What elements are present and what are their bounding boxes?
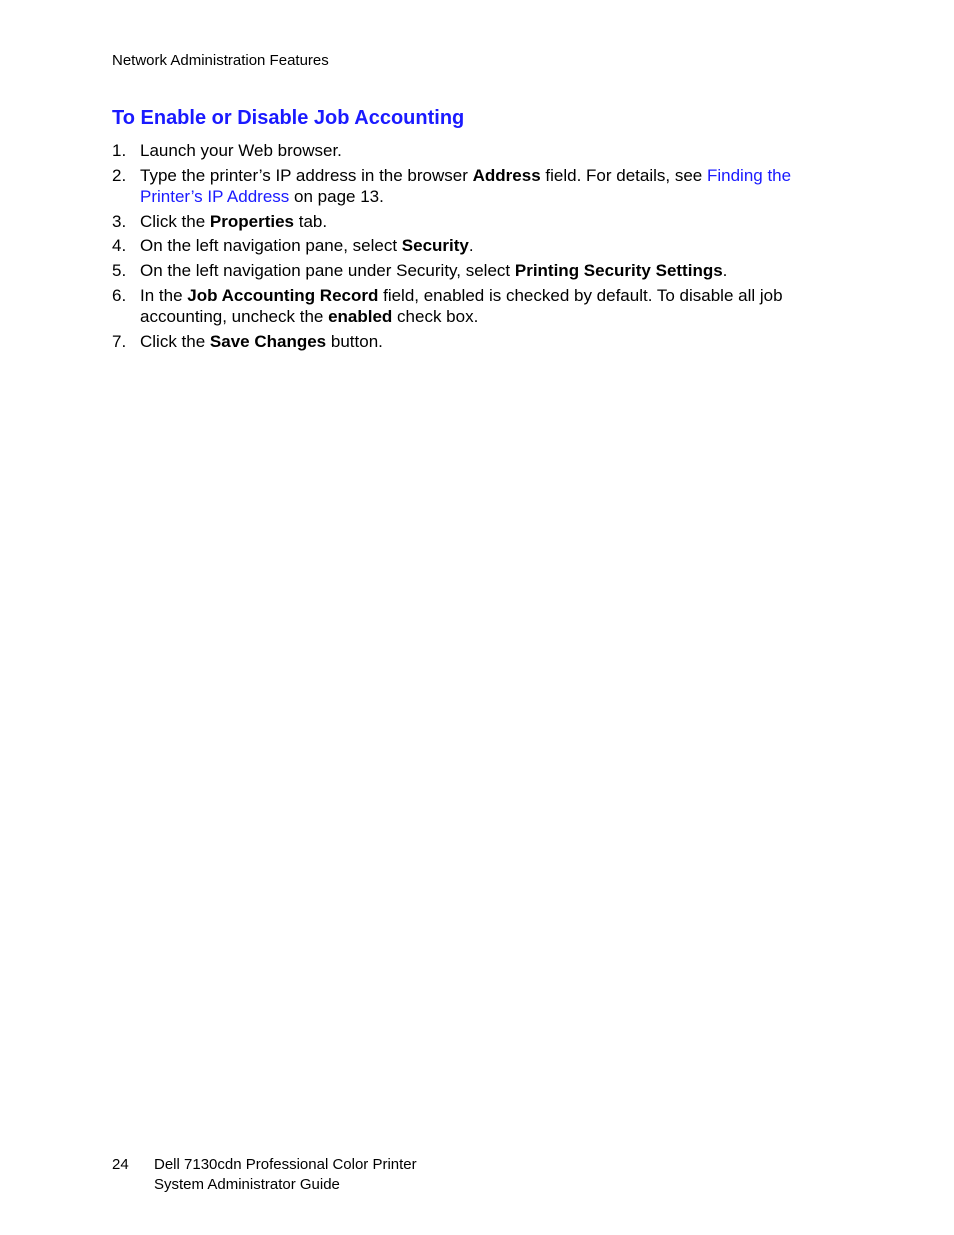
step-4 [112, 235, 812, 256]
step-text: . [722, 261, 728, 281]
step-text: button. [326, 331, 383, 351]
step-6 [112, 285, 812, 327]
footer-document-title [154, 1155, 417, 1194]
checkbox-name-enabled: enabled [328, 306, 393, 326]
step-7 [112, 331, 812, 352]
step-number: 7. [112, 331, 127, 351]
step-text: Click the [140, 211, 210, 231]
footer-line-2: System Administrator Guide [154, 1175, 340, 1193]
menu-name-printing-security-settings: Printing Security Settings [514, 261, 723, 281]
footer-line-1: Dell 7130cdn Professional Color Printer [154, 1156, 417, 1173]
tab-name-properties: Properties [209, 211, 295, 231]
step-text: On the left navigation pane under Security, select [140, 261, 515, 281]
step-text: field, enabled is checked by default. To disable all job [378, 285, 783, 305]
step-number: 1. [112, 141, 127, 160]
menu-name-security: Security [401, 236, 469, 256]
step-text: Type the printer’s IP address in the browser [140, 165, 473, 185]
button-name-save-changes: Save Changes [209, 331, 327, 351]
step-number: 5. [112, 261, 127, 281]
finding-ip-address-link[interactable]: Finding the [706, 165, 792, 185]
step-text: field. For details, see [540, 165, 707, 185]
page-number: 24 [112, 1156, 129, 1173]
step-text: . [468, 236, 474, 256]
step-text: check box. [392, 306, 479, 326]
step-number: 3. [112, 211, 127, 231]
step-2 [112, 165, 812, 207]
step-text: on page 13. [289, 186, 384, 206]
step-3 [112, 211, 812, 232]
step-text: Click the [140, 331, 210, 351]
step-5 [112, 260, 812, 281]
step-text: accounting, uncheck the [140, 306, 329, 326]
step-text: tab. [294, 211, 328, 231]
field-name-job-accounting-record: Job Accounting Record [187, 285, 379, 305]
finding-ip-address-link-continued[interactable]: Printer’s IP Address [140, 186, 290, 206]
steps-list [112, 140, 812, 356]
step-number: 2. [112, 165, 127, 185]
field-name-address: Address [472, 165, 541, 185]
step-number: 4. [112, 236, 127, 256]
step-text: Launch your Web browser. [140, 141, 342, 160]
step-number: 6. [112, 285, 127, 305]
section-title: To Enable or Disable Job Accounting [112, 107, 465, 129]
running-header: Network Administration Features [112, 52, 329, 69]
step-text: In the [140, 285, 188, 305]
step-1 [112, 140, 812, 161]
step-text: On the left navigation pane, select [140, 236, 402, 256]
